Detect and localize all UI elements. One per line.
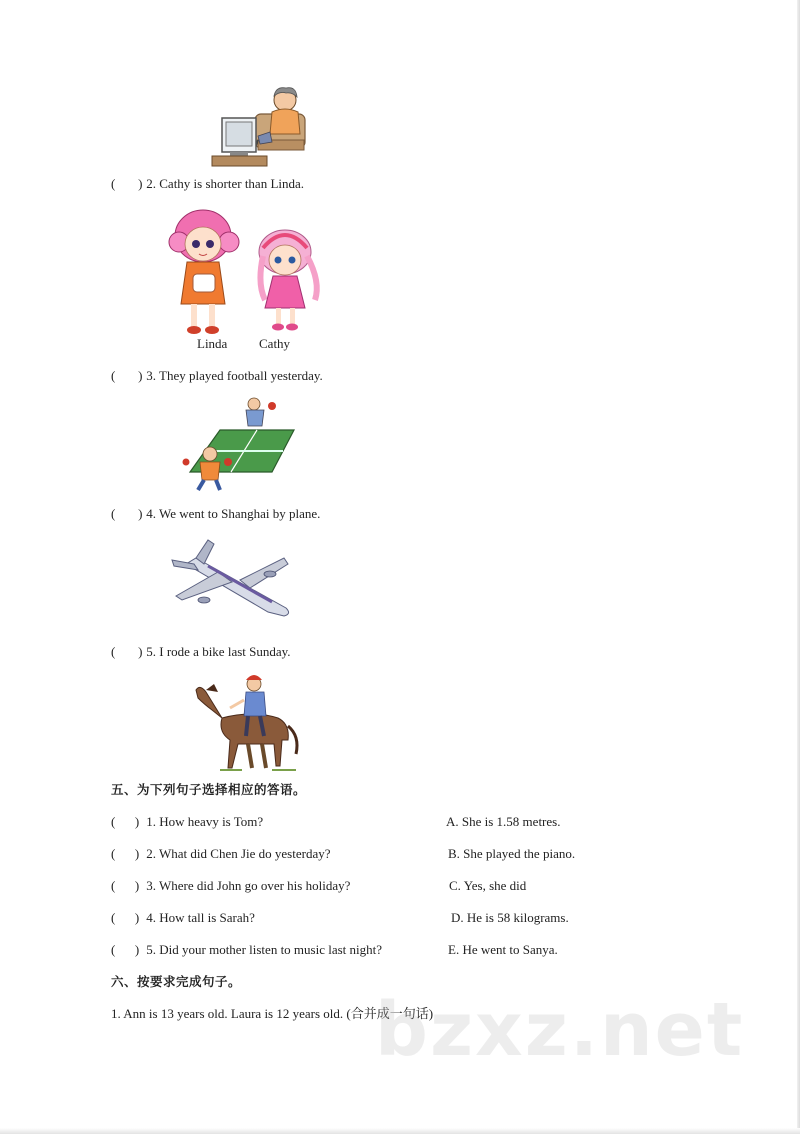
question-text: 5. I rode a bike last Sunday.	[146, 644, 291, 659]
matching-question-row	[111, 814, 263, 830]
question-text: 5. Did your mother listen to music last night?	[146, 942, 383, 957]
linda-and-cathy-picture	[165, 204, 330, 340]
answer-blank[interactable]: ( )	[111, 368, 143, 383]
matching-question-row	[111, 878, 350, 894]
linda-figure	[169, 210, 239, 334]
answer-option-b: B. She played the piano.	[448, 846, 576, 861]
question-text: 2. Cathy is shorter than Linda.	[146, 176, 305, 191]
question-text: 3. They played football yesterday.	[146, 368, 323, 383]
answer-option-d: D. He is 58 kilograms.	[451, 910, 569, 925]
question-row	[111, 506, 320, 522]
answer-option-a: A. She is 1.58 metres.	[446, 814, 561, 829]
answer-blank[interactable]: ( )	[111, 506, 143, 521]
question-text: 2. What did Chen Jie do yesterday?	[146, 846, 331, 861]
horse-riding-picture	[192, 670, 304, 774]
answer-option-e: E. He went to Sanya.	[448, 942, 558, 957]
watching-tv-picture	[210, 84, 310, 168]
watermark: bzxz.net	[375, 987, 745, 1073]
question-text: 1. How heavy is Tom?	[146, 814, 264, 829]
answer-blank[interactable]: ( )	[111, 176, 143, 191]
question-row	[111, 176, 304, 192]
answer-blank[interactable]: ( )	[111, 814, 140, 829]
question-row	[111, 368, 323, 384]
matching-question-row	[111, 910, 255, 926]
question-text: 4. How tall is Sarah?	[146, 910, 255, 925]
section-6-item-1: 1. Ann is 13 years old. Laura is 12 years old. (合并成一句话)	[111, 1006, 434, 1021]
question-text: 4. We went to Shanghai by plane.	[146, 506, 321, 521]
matching-question-row	[111, 942, 382, 958]
section-5-heading: 五、为下列句子选择相应的答语。	[111, 782, 307, 797]
question-row	[111, 644, 291, 660]
linda-caption: Linda	[197, 336, 228, 351]
section-6-heading: 六、按要求完成句子。	[111, 974, 242, 989]
airplane-picture	[168, 538, 296, 630]
answer-blank[interactable]: ( )	[111, 846, 140, 861]
question-text: 3. Where did John go over his holiday?	[146, 878, 351, 893]
answer-blank[interactable]: ( )	[111, 878, 140, 893]
answer-blank[interactable]: ( )	[111, 942, 140, 957]
cathy-figure	[259, 230, 317, 331]
matching-question-row	[111, 846, 331, 862]
answer-option-c: C. Yes, she did	[449, 878, 527, 893]
page-edge-bottom	[0, 1128, 800, 1134]
table-tennis-picture	[180, 396, 298, 492]
answer-blank[interactable]: ( )	[111, 644, 143, 659]
cathy-caption: Cathy	[259, 336, 291, 351]
answer-blank[interactable]: ( )	[111, 910, 140, 925]
